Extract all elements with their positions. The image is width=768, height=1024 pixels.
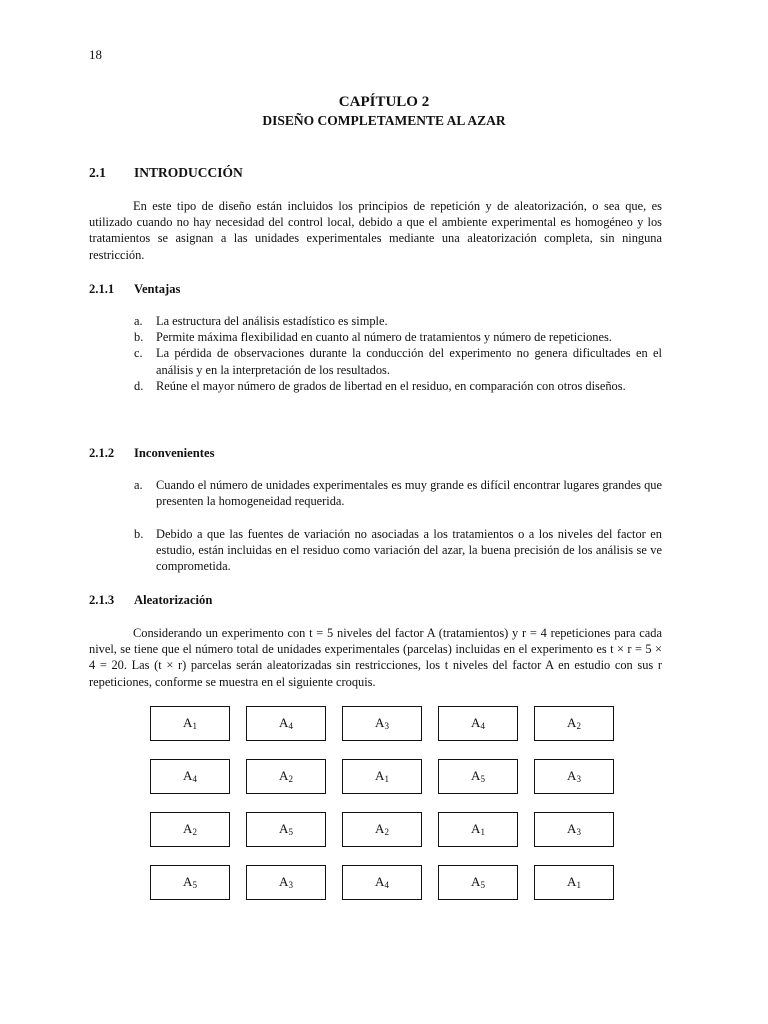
list-item-label: c. [134,346,143,361]
plot-cell-letter: A [567,768,577,784]
plot-cell-letter: A [375,715,385,731]
plot-cell [438,812,518,847]
section-number-2-1: 2.1 [89,165,106,180]
list-item-label: a. [134,314,143,328]
section-number-2-1-3: 2.1.3 [89,593,115,607]
list-item [134,313,662,329]
plot-cell-subscript: 3 [576,774,581,785]
plot-cell-letter: A [375,768,385,784]
plot-cell [534,759,614,794]
plot-cell-letter: A [183,768,193,784]
plot-cell [150,706,230,741]
plot-cell-subscript: 4 [480,721,485,732]
list-item-label: b. [134,330,144,345]
plot-cell [246,706,326,741]
plot-cell-letter: A [183,874,193,890]
plot-cell [246,759,326,794]
section-number-2-1-2: 2.1.2 [89,446,115,460]
ventajas-list [134,313,662,394]
intro-paragraph [89,198,662,263]
inconvenientes-list-continued [134,526,662,575]
plot-cell-letter: A [375,874,385,890]
plot-cell [342,706,422,741]
chapter-subtitle: DISEÑO COMPLETAMENTE AL AZAR [262,113,506,128]
plot-cell-subscript: 1 [480,827,485,838]
plot-cell-subscript: 2 [192,827,197,838]
list-item [134,477,662,509]
plot-cell-letter: A [183,715,193,731]
croquis-row [150,865,614,902]
list-item-label: d. [134,378,144,393]
section-title-introduccion: INTRODUCCIÓN [134,165,243,180]
section-title-inconvenientes: Inconvenientes [134,446,215,460]
plot-cell [150,865,230,900]
plot-cell-subscript: 4 [288,721,293,732]
plot-cell-letter: A [471,874,481,890]
plot-cell-subscript: 5 [480,774,485,785]
aleatorizacion-paragraph-text: Considerando un experimento con t = 5 niveles del factor A (tratamientos) y r = 4 repeticiones para cada nivel, se tiene que el número total de unidades experimentales (parcelas) incluidas en el experimento es t × r = 5 × 4 = 20. Las (t × r) parcelas serán aleatorizadas sin restricciones, los t niveles del factor A en estudio con sus r repeticiones, conforme se muestra en el siguiente croquis. [89,626,662,689]
plot-cell-letter: A [567,821,577,837]
list-item-text: Permite máxima flexibilidad en cuanto al número de tratamientos y número de repeticiones. [156,330,612,345]
intro-paragraph-text: En este tipo de diseño están incluidos los principios de repetición y de aleatorización, o sea que, es utilizado cuando no hay necesidad del control local, debido a que el ambiente experimental es homogéneo y los tratamientos se asignan a las unidades experimentales mediante una aleatorización completa, sin ninguna restricción. [89,199,662,262]
plot-cell-letter: A [183,821,193,837]
plot-cell-subscript: 3 [384,721,389,732]
inconvenientes-list [134,477,662,509]
section-number-2-1-1: 2.1.1 [89,282,115,296]
plot-cell [246,865,326,900]
plot-cell-subscript: 1 [576,880,581,891]
list-item [134,345,662,377]
plot-cell-letter: A [279,874,289,890]
plot-cell-subscript: 2 [576,721,581,732]
list-item-text: La estructura del análisis estadístico es simple. [156,314,388,328]
croquis-row [150,812,614,849]
plot-cell-subscript: 1 [384,774,389,785]
list-item [134,378,662,394]
section-title-aleatorizacion: Aleatorización [134,593,213,607]
plot-cell-letter: A [567,715,577,731]
page-number: 18 [89,47,102,62]
plot-cell [150,812,230,847]
list-item-text: La pérdida de observaciones durante la conducción del experimento no genera dificultades en el análisis y en la interpretación de los resultados. [156,346,662,377]
list-item-text: Reúne el mayor número de grados de libertad en el residuo, en comparación con otros diseños. [156,378,626,393]
plot-cell-subscript: 5 [480,880,485,891]
plot-cell-subscript: 3 [288,880,293,891]
plot-cell-subscript: 1 [192,721,197,732]
plot-cell-letter: A [567,874,577,890]
plot-cell-letter: A [279,715,289,731]
plot-cell-subscript: 5 [192,880,197,891]
list-item-label: a. [134,478,143,492]
plot-cell [534,865,614,900]
plot-cell-letter: A [471,715,481,731]
plot-cell [342,865,422,900]
plot-cell [342,812,422,847]
plot-cell-subscript: 3 [576,827,581,838]
list-item [134,526,662,575]
plot-cell [438,759,518,794]
chapter-title: CAPÍTULO 2 [338,94,430,110]
plot-cell [534,706,614,741]
plot-cell-letter: A [471,768,481,784]
list-item-text: Debido a que las fuentes de variación no asociadas a los tratamientos o a los niveles del factor en estudio, están incluidas en el residuo como variación del azar, la buena precisión de los análisis se ve comprometida. [156,527,662,574]
list-item [134,329,662,345]
plot-cell [150,759,230,794]
plot-cell-subscript: 2 [384,827,389,838]
plot-cell [342,759,422,794]
plot-cell [246,812,326,847]
plot-cell-letter: A [471,821,481,837]
croquis-row [150,706,614,743]
list-item-label: b. [134,527,144,541]
plot-cell-subscript: 4 [384,880,389,891]
plot-cell-subscript: 2 [288,774,293,785]
plot-cell [438,865,518,900]
plot-cell-subscript: 5 [288,827,293,838]
section-title-ventajas: Ventajas [134,282,181,296]
plot-cell-letter: A [279,821,289,837]
croquis-grid [150,706,614,918]
aleatorizacion-paragraph [89,625,662,690]
plot-cell-letter: A [279,768,289,784]
plot-cell-subscript: 4 [192,774,197,785]
plot-cell [534,812,614,847]
croquis-row [150,759,614,796]
list-item-text: Cuando el número de unidades experimentales es muy grande es difícil encontrar lugares grandes que presenten la homogeneidad requerida. [156,478,662,509]
plot-cell-letter: A [375,821,385,837]
plot-cell [438,706,518,741]
